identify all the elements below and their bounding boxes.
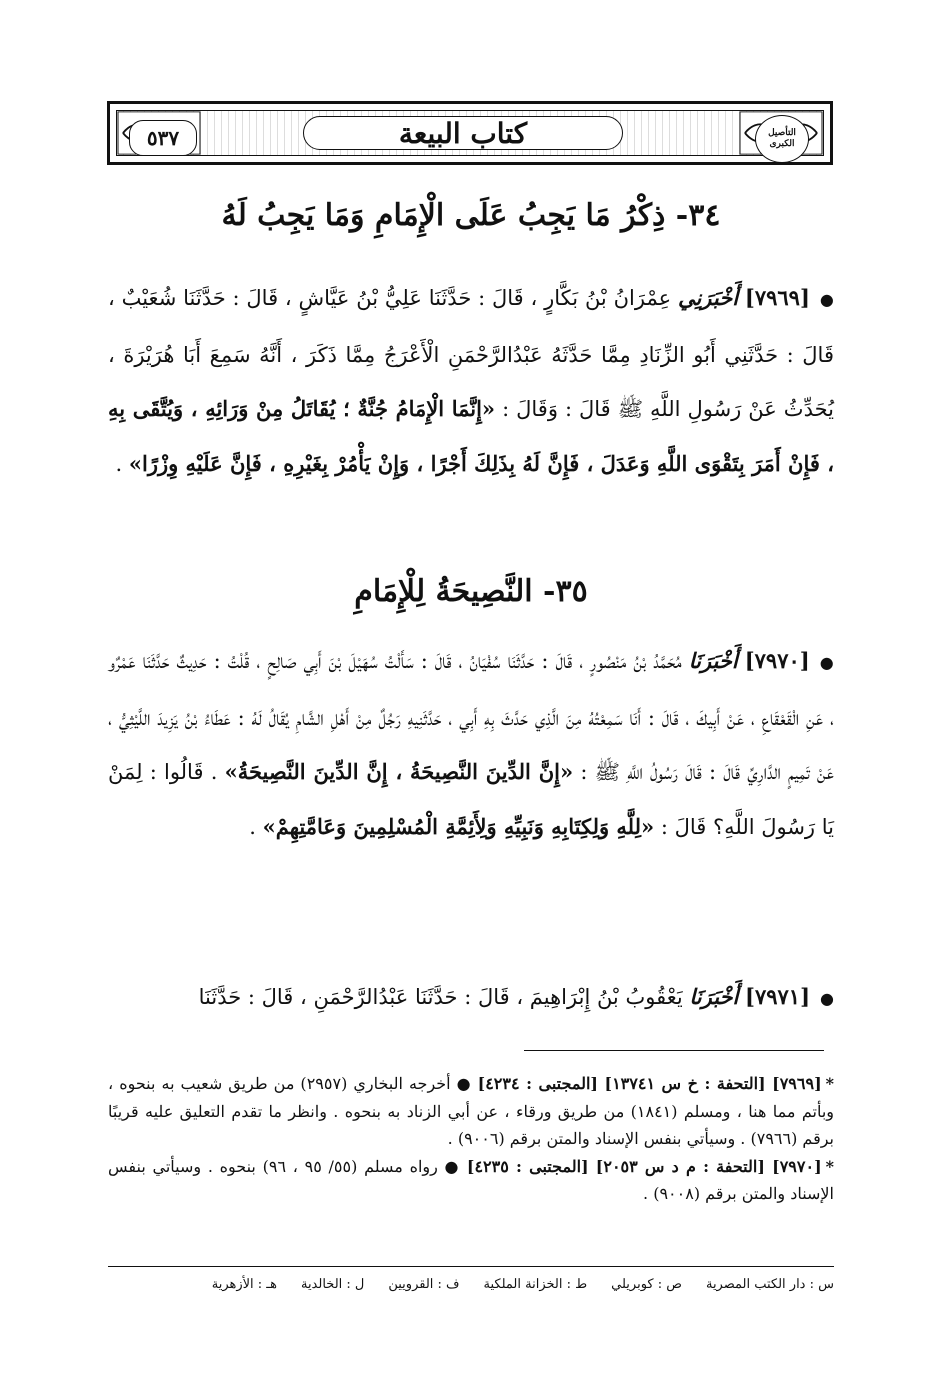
hadith-ref: [٧٩٧٠] [744,648,810,673]
bullet-icon: ● [820,989,834,1008]
page-number: ٥٣٧ [129,120,197,156]
hadith-opening: أَخْبَرَنَا [688,648,738,673]
bottom-separator [108,1266,834,1267]
source-item: ف : القرويين [388,1277,460,1292]
footnote-text: ● أخرجه البخاري (٢٩٥٧) من طريق شعيب به بنحوه ، وبأتم مما هنا ، ومسلم (١٨٤١) من طريق ورقاء ، عن أبي الزناد به بنحوه . وانظر ما تقدم التعليق عليه قريبًا برقم (٧٩٦٦) . وسيأتي بنفس الإسناد والمتن برقم (٩٠٠٦) . [108,1074,835,1148]
seal-line2: الكبرى [769,139,795,149]
source-item: س : دار الكتب المصرية [705,1277,834,1292]
manuscript-sources [108,1277,834,1292]
hadith-isnad: يَعْقُوبُ بْنُ إِبْرَاهِيمَ ، قَالَ : حَدَّثَنَا عَبْدُالرَّحْمَنِ ، قَالَ : حَدَّثَنَا [198,985,683,1009]
bullet-icon: ● [819,290,834,309]
hadith-7971 [108,970,834,1027]
footnote-refs: [٧٩٧٠] [التحفة : م د س ٢٠٥٣] [المجتبى : ٤٢٣٥] [466,1156,822,1176]
bullet-icon: ● [819,653,835,672]
hadith-ref: [٧٩٦٩] [744,285,810,310]
hadith-isnad: مُحَمَّدُ بْنُ مَنْصُورٍ ، قَالَ : حَدَّثَنَا سُفْيَانُ ، قَالَ : سَأَلْتُ سُهَيْلَ بْنَ أَبِي صَالِحٍ ، قُلْتُ : حَدِيثٌ حَدَّثَنَا عَمْرٌو ، عَنِ الْقَعْقَاعِ ، عَنْ أَبِيكَ ، قَالَ : أَنَا سَمِعْتُهُ مِنَ الَّذِي حَدَّثَ بِهِ أَبِي ، حَدَّثَنِيهِ رَجُلٌ مِنْ أَهْلِ الشَّامِ يُقَالُ لَهُ : عَطَاءُ بْنُ يَزِيدَ اللَّيْثِيُّ ، عَنْ تَمِيمٍ الدَّارِيِّ قَالَ : قَالَ رَسُولُ اللَّهِ ﷺ : [108,649,835,784]
header-ornament-band [116,110,824,156]
hadith-isnad: عِمْرَانُ بْنُ بَكَّارٍ ، قَالَ : حَدَّثَنَا عَلِيُّ بْنُ عَيَّاشٍ ، قَالَ : حَدَّثَنَا شُعَيْبٌ ، قَالَ : حَدَّثَنِي أَبُو الزِّنَادِ مِمَّا حَدَّثَهُ عَبْدُالرَّحْمَنِ الْأَعْرَجُ مِمَّا ذَكَرَ ، أَنَّهُ سَمِعَ أَبَا هُرَيْرَةَ ، يُحَدِّثُ عَنْ رَسُولِ اللَّهِ ﷺ قَالَ : وَقَالَ : [108,286,834,421]
source-item: ص : كوبريلي [611,1277,682,1292]
footnote-separator [524,1050,824,1051]
footnote-star: * [825,1156,835,1176]
hadith-ref: [٧٩٧١] [745,984,811,1009]
seal-line1: التأصيل [768,128,796,138]
hadith-tail: . [249,814,263,839]
hadith-matn: «إِنَّ الدِّينَ النَّصِيحَةُ ، إِنَّ الدِّينَ النَّصِيحَةُ» [224,759,574,784]
hadith-7969 [108,271,834,491]
source-item: هـ : الأزهرية [211,1277,277,1292]
title-cartouche [303,116,623,150]
section-heading-34: ٣٤- ذِكْرُ مَا يَجِبُ عَلَى الْإِمَامِ وَمَا يَجِبُ لَهُ [221,198,721,233]
hadith-7970 [108,634,834,854]
section-heading-35: ٣٥- النَّصِيحَةُ لِلْإِمَامِ [354,574,588,609]
footnote-refs: [٧٩٦٩] [التحفة : خ س ١٣٧٤١] [المجتبى : ٤٢٣٤] [477,1074,822,1093]
footnotes [108,1070,834,1208]
source-item: ل : الخالدية [300,1277,365,1292]
source-item: ط : الخزانة الملكية [483,1277,588,1292]
footnote-7970 [108,1153,834,1208]
footnote-text: ● رواه مسلم (٥٥/ ٩٥ ، ٩٦) بنحوه . وسيأتي بنفس الإسناد والمتن برقم (٩٠٠٨) . [108,1156,834,1203]
footnote-star: * [825,1074,835,1093]
hadith-opening: أَخْبَرَنَا [689,984,739,1009]
hadith-matn: «إِنَّمَا الْإِمَامُ جُنَّةٌ ؛ يُقَاتَلُ مِنْ وَرَائِهِ ، وَيُتَّقَى بِهِ ، فَإِنْ أَمَرَ بِتَقْوَى اللَّهِ وَعَدَلَ ، فَإِنَّ لَهُ بِذَلِكَ أَجْرًا ، وَإِنْ يَأْمُرْ بِغَيْرِهِ ، فَإِنَّ عَلَيْهِ وِزْرًا» [108,396,834,476]
hadith-opening: أَخْبَرَنِي [677,285,739,310]
publisher-seal-icon [755,115,809,163]
book-title: كتاب البيعة [398,116,528,150]
footnote-7969 [108,1070,834,1153]
hadith-tail: . [115,451,129,476]
hadith-matn-2: «لِلَّهِ وَلِكِتَابِهِ وَنَبِيِّهِ وَلِأَئِمَّةِ الْمُسْلِمِينَ وَعَامَّتِهِمْ» [262,813,655,839]
hadith-middle: . قَالُوا : لِمَنْ يَا رَسُولَ اللَّهِ؟ قَالَ : [108,760,834,839]
page-header [107,101,833,165]
